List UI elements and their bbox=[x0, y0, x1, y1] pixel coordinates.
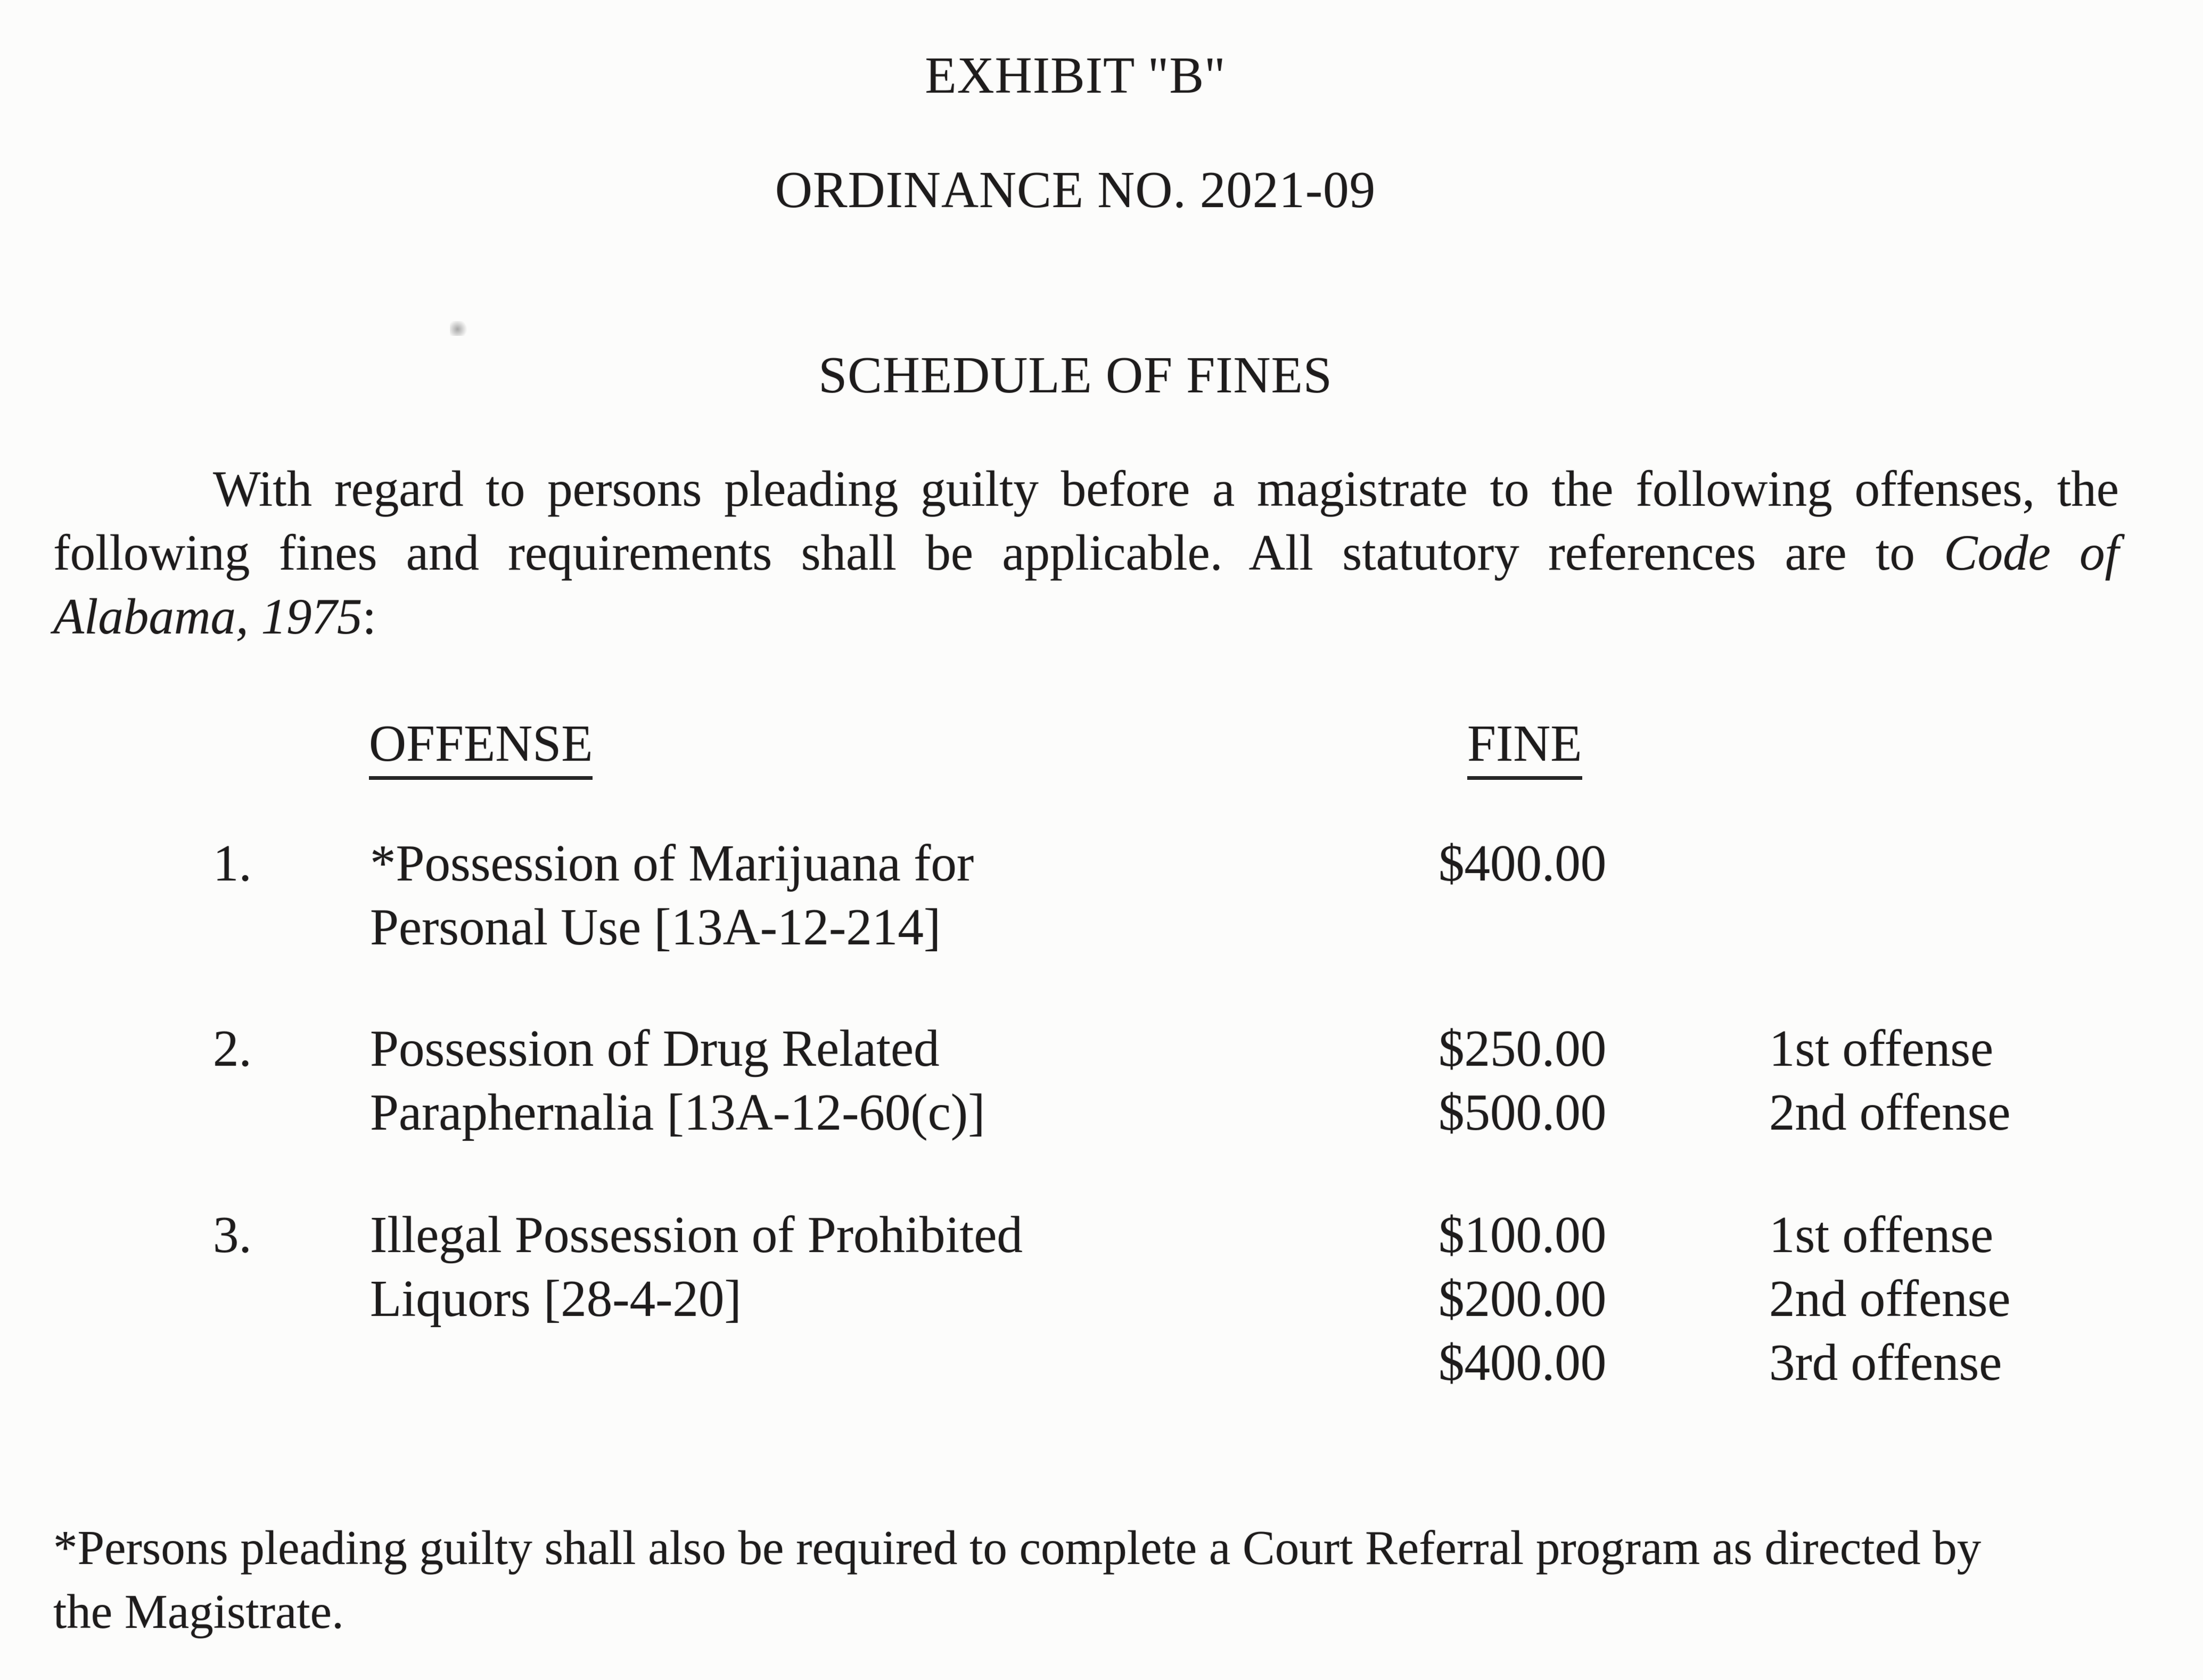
alabama-1975-italic: Alabama, 1975 bbox=[53, 588, 363, 645]
offense-line: *Possession of Marijuana for bbox=[370, 835, 974, 892]
offense-column-header: OFFENSE bbox=[369, 714, 593, 780]
intro-line-2 bbox=[53, 521, 2119, 584]
intro-line-2-text: following fines and requirements shall be applicable. All statutory references are to bbox=[53, 524, 1944, 581]
offense-line: Possession of Drug Related bbox=[370, 1020, 940, 1077]
footnote-line-1: *Persons pleading guilty shall also be required to complete a Court Referral program as directed by bbox=[53, 1521, 1982, 1575]
offense-cell bbox=[370, 1203, 1023, 1331]
fine-amount: $250.00 bbox=[1438, 1020, 1607, 1077]
intro-line-3-suffix: : bbox=[362, 588, 376, 645]
fine-line bbox=[1438, 1017, 2010, 1081]
fine-cell bbox=[1438, 1017, 2010, 1144]
fine-line bbox=[1438, 1081, 2010, 1144]
fine-line bbox=[1438, 1331, 2010, 1395]
offense-line: Illegal Possession of Prohibited bbox=[370, 1206, 1023, 1263]
code-of-italic: Code of bbox=[1944, 524, 2119, 581]
offense-line: Paraphernalia [13A-12-60(c)] bbox=[370, 1084, 985, 1141]
fine-cell bbox=[1438, 831, 1769, 895]
fine-amount: $200.00 bbox=[1438, 1270, 1607, 1327]
fine-column-header: FINE bbox=[1467, 714, 1582, 780]
fine-amount: $500.00 bbox=[1438, 1084, 1607, 1141]
footnote-line-2: the Magistrate. bbox=[53, 1585, 344, 1638]
offense-ordinal-label: 2nd offense bbox=[1769, 1084, 2011, 1141]
scan-artifact-speck bbox=[450, 321, 467, 336]
row-number: 3. bbox=[213, 1206, 252, 1263]
fine-cell bbox=[1438, 1203, 2010, 1395]
footnote-paragraph bbox=[53, 1516, 2177, 1644]
offense-ordinal-label: 2nd offense bbox=[1769, 1270, 2011, 1327]
offense-cell bbox=[370, 831, 974, 959]
fine-line bbox=[1438, 831, 1769, 895]
fine-line bbox=[1438, 1267, 2010, 1331]
fine-line bbox=[1438, 1203, 2010, 1267]
row-number: 1. bbox=[213, 835, 252, 892]
offense-cell bbox=[370, 1017, 985, 1144]
intro-line-1: With regard to persons pleading guilty before a magistrate to the following offenses, the bbox=[213, 460, 2119, 517]
offense-ordinal-label: 1st offense bbox=[1769, 1206, 1994, 1263]
intro-paragraph bbox=[53, 457, 2119, 648]
fine-amount: $400.00 bbox=[1438, 835, 1607, 892]
intro-line-3 bbox=[53, 584, 2119, 648]
exhibit-title: EXHIBIT "B" bbox=[925, 47, 1226, 104]
offense-ordinal-label: 1st offense bbox=[1769, 1020, 1994, 1077]
schedule-title: SCHEDULE OF FINES bbox=[818, 347, 1333, 403]
fine-amount: $100.00 bbox=[1438, 1206, 1607, 1263]
table-header-row bbox=[0, 714, 2203, 784]
fine-amount: $400.00 bbox=[1438, 1334, 1607, 1391]
ordinance-title: ORDINANCE NO. 2021-09 bbox=[775, 161, 1376, 218]
offense-ordinal-label: 3rd offense bbox=[1769, 1334, 2002, 1391]
offense-line: Liquors [28-4-20] bbox=[370, 1270, 742, 1327]
row-number: 2. bbox=[213, 1020, 252, 1077]
offense-line: Personal Use [13A-12-214] bbox=[370, 899, 941, 956]
